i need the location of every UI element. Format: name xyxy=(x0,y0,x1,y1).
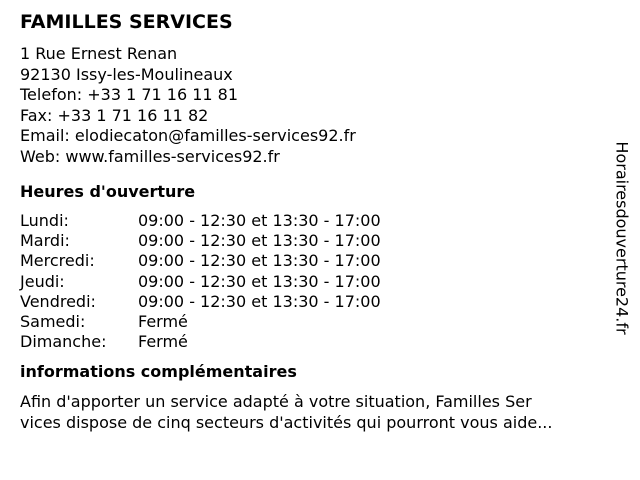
hours-row-thursday xyxy=(20,272,605,292)
fax-line: Fax: +33 1 71 16 11 82 xyxy=(20,105,209,125)
address-line-2: 92130 Issy-les-Moulineaux xyxy=(20,64,233,84)
time-value: Fermé xyxy=(138,312,188,332)
hours-row-friday xyxy=(20,292,605,312)
day-label: Lundi: xyxy=(20,211,69,230)
hours-table xyxy=(20,211,605,352)
hours-row-saturday xyxy=(20,312,605,332)
hours-row-wednesday xyxy=(20,251,605,271)
hours-row-sunday xyxy=(20,332,605,352)
info-description: Afin d'apporter un service adapté à votre situation, Familles Ser vices dispose de cinq secteurs d'activités qui pourront vous aide... xyxy=(20,392,553,433)
day-label: Mercredi: xyxy=(20,251,95,271)
hours-heading: Heures d'ouverture xyxy=(20,182,196,201)
contact-block xyxy=(20,44,605,167)
time-value: 09:00 - 12:30 et 13:30 - 17:00 xyxy=(138,291,381,311)
day-label: Jeudi: xyxy=(20,271,65,291)
time-value: 09:00 - 12:30 et 13:30 - 17:00 xyxy=(138,211,381,230)
hours-row-monday xyxy=(20,211,605,231)
address-line-1: 1 Rue Ernest Renan xyxy=(20,44,178,63)
day-label: Mardi: xyxy=(20,231,70,251)
site-watermark: Horairesdouverture24.fr xyxy=(612,141,632,335)
day-label: Samedi: xyxy=(20,312,86,332)
time-value: Fermé xyxy=(138,332,188,352)
email-line: Email: elodiecaton@familles-services92.fr xyxy=(20,126,356,145)
day-label: Dimanche: xyxy=(20,332,107,352)
web-line: Web: www.familles-services92.fr xyxy=(20,146,280,166)
info-heading: informations complémentaires xyxy=(20,362,297,382)
day-label: Vendredi: xyxy=(20,291,96,311)
hours-row-tuesday xyxy=(20,231,605,251)
time-value: 09:00 - 12:30 et 13:30 - 17:00 xyxy=(138,231,381,251)
phone-line: Telefon: +33 1 71 16 11 81 xyxy=(20,85,239,104)
time-value: 09:00 - 12:30 et 13:30 - 17:00 xyxy=(138,271,381,291)
business-card xyxy=(20,10,605,433)
time-value: 09:00 - 12:30 et 13:30 - 17:00 xyxy=(138,251,381,271)
business-name: FAMILLES SERVICES xyxy=(20,11,233,33)
